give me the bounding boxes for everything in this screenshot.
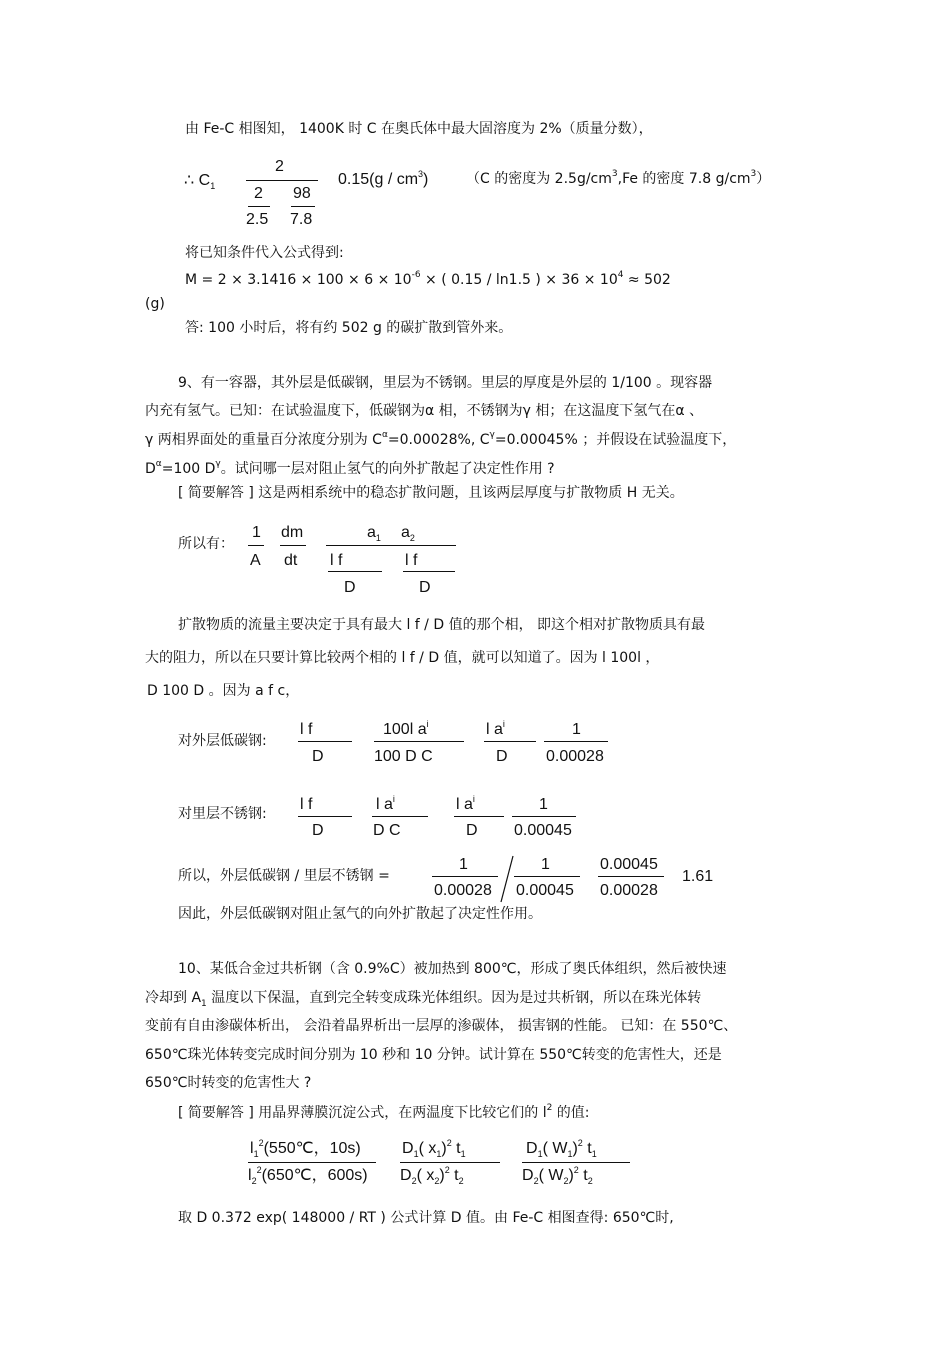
text-line: $D^\alpha=100$ $D^\gamma$。试问哪一层对阻止氢气的向外扩散起了决定性作用 ? [145, 459, 555, 477]
fraction-bar [248, 206, 270, 207]
text-line: (g) [145, 296, 165, 312]
density-note: （C 的密度为 $2.5g/cm^3,Fe$ 的密度 7.8 $g/cm^3$） [466, 169, 771, 187]
fraction-term: 2.5 [246, 211, 269, 228]
fraction-term: $a_2$ [401, 524, 415, 543]
fraction-bar [374, 741, 464, 742]
text-line: 所以有： [178, 536, 234, 552]
fraction-bar [248, 545, 264, 546]
division-slash [498, 854, 516, 904]
fraction-term: dm [281, 524, 304, 541]
fraction-term: 0.00028 [546, 748, 604, 765]
fraction-bar [372, 816, 428, 817]
fraction-term: 0.00045 [600, 856, 658, 873]
ratio-result: 1.61 [682, 868, 714, 885]
fraction-bar [246, 180, 318, 181]
text-line: 冷却到 $A_1$ 温度以下保温，直到完全转变成珠光体组织。因为是过共析钢，所以在珠光体转 [145, 990, 702, 1009]
fraction-term: 1 [572, 721, 581, 738]
fraction-term: l f [300, 721, 313, 738]
fraction-term: l $a^i$ [456, 794, 475, 813]
text-line: [ 简要解答 ] 这是两相系统中的稳态扩散问题，且该两层厚度与扩散物质 H 无关。 [178, 485, 684, 501]
fraction-bar [454, 816, 504, 817]
fraction-term: $D_1$( $W_1)^2$ $t_1$ [526, 1138, 597, 1159]
fraction-term: $D_2$( $W_2)^2$ $t_2$ [522, 1165, 593, 1186]
fraction-bar [280, 545, 306, 546]
fraction-bar [400, 1162, 500, 1163]
fraction-term: $a_1$ [367, 524, 381, 543]
fraction-term: $l_2^2(650℃$，600s) [248, 1165, 368, 1186]
fraction-term: 1 [459, 856, 468, 873]
fraction-term: l f [300, 796, 313, 813]
text-line: [ 简要解答 ] 用晶界薄膜沉淀公式，在两温度下比较它们的 $l^2$ 的值: [178, 1103, 590, 1121]
fraction-term: 0.00028 [434, 882, 492, 899]
fraction-term: 1 [252, 524, 261, 541]
fraction-term: D [496, 748, 508, 765]
fraction-term: l f [330, 552, 343, 569]
fraction-bar [544, 741, 608, 742]
fraction-term: D [312, 748, 324, 765]
fraction-term: 2 [254, 185, 263, 202]
fraction-term: l f [405, 552, 418, 569]
fraction-term: 7.8 [290, 211, 313, 228]
text-line: 10、某低合金过共析钢（含 0.9%C）被加热到 800℃，形成了奥氏体组织，然后被快速 [178, 961, 727, 977]
text-line: 内充有氢气。已知：在试验温度下，低碳钢为α 相，不锈钢为γ 相；在这温度下氢气在α 、 [145, 403, 704, 419]
fraction-term: 100l $a^i$ [383, 719, 429, 738]
text-line: 扩散物质的流量主要决定于具有最大 l f / D 值的那个相， 即这个相对扩散物质具有最 [178, 617, 706, 633]
fraction-bar [512, 816, 576, 817]
outer-layer-label: 对外层低碳钢: [178, 733, 267, 749]
text-line: 取 D 0.372 exp( 148000 / RT ) 公式计算 D 值。由 Fe-C 相图查得: 650℃时, [178, 1210, 674, 1226]
text-line: γ 两相界面处的重量百分浓度分别为 $C^\alpha=0.00028\%$, $C^\gamma=0.00045\%$ ；并假设在试验温度下， [145, 430, 737, 448]
fraction-term: $l_1^2(550℃$，10s) [250, 1138, 361, 1159]
fraction-term: $D_1$( $x_1)^2$ $t_1$ [402, 1138, 466, 1159]
text-line: 650℃时转变的危害性大 ? [145, 1075, 312, 1091]
fraction-numerator: 2 [275, 158, 284, 175]
text-line: D 100 D 。因为 a f c， [147, 683, 300, 699]
fraction-term: 98 [293, 185, 311, 202]
fraction-term: 0.00045 [514, 822, 572, 839]
ratio-label: 所以，外层低碳钢 / 里层不锈钢 = [178, 868, 390, 884]
fraction-term: 1 [541, 856, 550, 873]
fraction-bar [522, 1162, 630, 1163]
text-line: 答: 100 小时后，将有约 502 g 的碳扩散到管外来。 [185, 320, 513, 336]
fraction-term: D [466, 822, 478, 839]
fraction-bar [326, 545, 456, 546]
fraction-term: A [250, 552, 261, 569]
fraction-bar [328, 571, 382, 572]
fraction-term: D [419, 579, 431, 596]
fraction-term: 0.00028 [600, 882, 658, 899]
density-result: $0.15(g / cm^3)$ [338, 169, 429, 188]
fraction-term: $D_2$( $x_2)^2$ $t_2$ [400, 1165, 464, 1186]
fraction-term: 0.00045 [516, 882, 574, 899]
fraction-bar [403, 571, 455, 572]
fraction-term: 1 [539, 796, 548, 813]
fraction-bar [298, 816, 352, 817]
text-line: 大的阻力，所以在只要计算比较两个相的 l f / D 值，就可以知道了。因为 l 100l ， [145, 650, 660, 666]
inner-layer-label: 对里层不锈钢: [178, 806, 267, 822]
fraction-bar [298, 741, 352, 742]
fraction-term: l $a^i$ [376, 794, 395, 813]
fraction-term: l $a^i$ [486, 719, 505, 738]
fraction-term: D [312, 822, 324, 839]
fraction-bar [432, 876, 498, 877]
fraction-bar [484, 741, 536, 742]
fraction-bar [291, 206, 315, 207]
conclusion: 因此，外层低碳钢对阻止氢气的向外扩散起了决定性作用。 [178, 906, 542, 922]
formula-line: $M = 2 \times 3.1416 \times 100 \times 6 \times 10^{-6}$ × ( 0.15 / ln1.5 ) × $36 \times 10^4 \approx 502$ [185, 270, 671, 288]
text-line: 将已知条件代入公式得到: [185, 245, 344, 261]
text-line: 由 Fe-C 相图知， 1400K 时 C 在奥氏体中最大固溶度为 2%（质量分数）， [185, 121, 653, 137]
text-line: 650℃珠光体转变完成时间分别为 10 秒和 10 分钟。试计算在 550℃转变的危害性大，还是 [145, 1047, 722, 1063]
text-line: 9、有一容器，其外层是低碳钢，里层为不锈钢。里层的厚度是外层的 1/100 。现容器 [178, 375, 713, 391]
text-line: 变前有自由渗碳体析出， 会沿着晶界析出一层厚的渗碳体， 损害钢的性能。 已知：在 550℃、 [145, 1018, 738, 1034]
fraction-term: dt [284, 552, 298, 569]
fraction-term: D C [373, 822, 401, 839]
c1-label: ∴ $C_1$ [184, 172, 216, 191]
fraction-bar [514, 876, 580, 877]
fraction-term: D [344, 579, 356, 596]
fraction-bar [248, 1162, 376, 1163]
fraction-bar [598, 876, 664, 877]
fraction-term: 100 D C [374, 748, 433, 765]
